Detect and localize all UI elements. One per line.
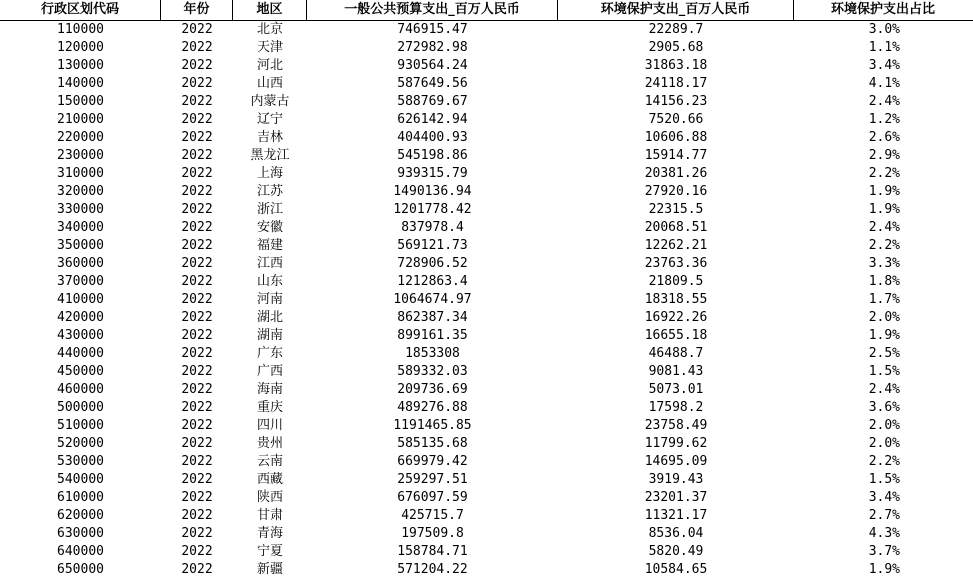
header-budget[interactable]: 一般公共预算支出_百万人民币 — [307, 0, 558, 20]
header-region[interactable]: 地区 — [233, 0, 307, 20]
cell-year[interactable]: 2022 — [181, 526, 213, 541]
cell-env[interactable]: 15914.77 — [644, 148, 708, 163]
cell-year[interactable]: 2022 — [181, 58, 213, 73]
cell-year[interactable]: 2022 — [181, 382, 213, 397]
cell-region[interactable]: 甘肃 — [256, 508, 283, 523]
header-year[interactable]: 年份 — [161, 0, 233, 20]
table-row — [0, 543, 973, 561]
cell-budget[interactable]: 585135.68 — [397, 436, 468, 451]
cell-budget[interactable]: 158784.71 — [397, 544, 468, 559]
cell-budget[interactable]: 425715.7 — [401, 508, 464, 523]
cell-region[interactable]: 黑龙江 — [250, 148, 290, 163]
cell-ratio[interactable]: 2.0% — [868, 436, 900, 451]
cell-ratio[interactable]: 2.7% — [868, 508, 900, 523]
cell-code[interactable]: 460000 — [57, 382, 104, 397]
cell-env[interactable]: 21809.5 — [648, 274, 704, 289]
table-row — [0, 165, 973, 183]
cell-env[interactable]: 5073.01 — [648, 382, 704, 397]
cell-env[interactable]: 16655.18 — [644, 328, 708, 343]
cell-region[interactable]: 青海 — [256, 526, 283, 541]
cell-env[interactable]: 17598.2 — [648, 400, 704, 415]
cell-budget[interactable]: 626142.94 — [397, 112, 468, 127]
cell-year[interactable]: 2022 — [181, 40, 213, 55]
cell-env[interactable]: 3919.43 — [648, 472, 704, 487]
cell-ratio[interactable]: 1.7% — [868, 292, 900, 307]
cell-env[interactable]: 2905.68 — [648, 40, 704, 55]
table-row — [0, 201, 973, 219]
cell-region[interactable]: 内蒙古 — [250, 94, 290, 109]
cell-ratio[interactable]: 1.5% — [868, 472, 900, 487]
table-row — [0, 21, 973, 39]
table-row — [0, 399, 973, 417]
cell-budget[interactable]: 588769.67 — [397, 94, 468, 109]
cell-year[interactable]: 2022 — [181, 418, 213, 433]
cell-env[interactable]: 18318.55 — [644, 292, 708, 307]
cell-region[interactable]: 贵州 — [256, 436, 283, 451]
cell-year[interactable]: 2022 — [181, 562, 213, 577]
cell-budget[interactable]: 1490136.94 — [393, 184, 472, 199]
cell-budget[interactable]: 746915.47 — [397, 22, 468, 37]
cell-year[interactable]: 2022 — [181, 76, 213, 91]
cell-budget[interactable]: 1064674.97 — [393, 292, 472, 307]
cell-region[interactable]: 辽宁 — [256, 112, 283, 127]
cell-region[interactable]: 天津 — [256, 40, 283, 55]
cell-code[interactable]: 330000 — [57, 202, 104, 217]
cell-year[interactable]: 2022 — [181, 328, 213, 343]
cell-budget[interactable]: 862387.34 — [397, 310, 468, 325]
cell-budget[interactable]: 489276.88 — [397, 400, 468, 415]
cell-region[interactable]: 上海 — [256, 166, 283, 181]
cell-region[interactable]: 西藏 — [256, 472, 283, 487]
cell-region[interactable]: 安徽 — [256, 220, 283, 235]
cell-ratio[interactable]: 2.4% — [868, 94, 900, 109]
cell-code[interactable]: 130000 — [57, 58, 104, 73]
cell-env[interactable]: 31863.18 — [644, 58, 708, 73]
cell-ratio[interactable]: 2.4% — [868, 382, 900, 397]
cell-budget[interactable]: 1853308 — [405, 346, 460, 361]
cell-region[interactable]: 吉林 — [256, 130, 283, 145]
cell-env[interactable]: 10606.88 — [644, 130, 708, 145]
table-row — [0, 363, 973, 381]
cell-region[interactable]: 山西 — [256, 76, 283, 91]
cell-year[interactable]: 2022 — [181, 472, 213, 487]
cell-code[interactable]: 540000 — [57, 472, 104, 487]
cell-ratio[interactable]: 3.6% — [868, 400, 900, 415]
table-row — [0, 255, 973, 273]
cell-budget[interactable]: 1201778.42 — [393, 202, 472, 217]
cell-code[interactable]: 520000 — [57, 436, 104, 451]
cell-ratio[interactable]: 1.1% — [868, 40, 900, 55]
cell-budget[interactable]: 1191465.85 — [393, 418, 472, 433]
cell-ratio[interactable]: 1.9% — [868, 328, 900, 343]
cell-ratio[interactable]: 1.8% — [868, 274, 900, 289]
cell-ratio[interactable]: 1.2% — [868, 112, 900, 127]
cell-ratio[interactable]: 1.9% — [868, 184, 900, 199]
table-row — [0, 273, 973, 291]
cell-region[interactable]: 云南 — [256, 454, 283, 469]
cell-ratio[interactable]: 2.2% — [868, 166, 900, 181]
cell-env[interactable]: 23763.36 — [644, 256, 708, 271]
table-row — [0, 237, 973, 255]
cell-ratio[interactable]: 2.6% — [868, 130, 900, 145]
cell-year[interactable]: 2022 — [181, 256, 213, 271]
cell-year[interactable]: 2022 — [181, 310, 213, 325]
cell-budget[interactable]: 669979.42 — [397, 454, 468, 469]
cell-region[interactable]: 新疆 — [256, 562, 283, 577]
cell-code[interactable]: 360000 — [57, 256, 104, 271]
table-row — [0, 291, 973, 309]
cell-ratio[interactable]: 2.0% — [868, 418, 900, 433]
cell-ratio[interactable]: 1.9% — [868, 562, 900, 577]
cell-code[interactable]: 340000 — [57, 220, 104, 235]
cell-ratio[interactable]: 4.3% — [868, 526, 900, 541]
cell-region[interactable]: 河北 — [256, 58, 283, 73]
table-row — [0, 111, 973, 129]
cell-budget[interactable]: 259297.51 — [397, 472, 468, 487]
cell-region[interactable]: 福建 — [256, 238, 283, 253]
cell-year[interactable]: 2022 — [181, 166, 213, 181]
cell-year[interactable]: 2022 — [181, 148, 213, 163]
cell-ratio[interactable]: 3.3% — [868, 256, 900, 271]
cell-env[interactable]: 11321.17 — [644, 508, 708, 523]
cell-code[interactable]: 610000 — [57, 490, 104, 505]
cell-year[interactable]: 2022 — [181, 508, 213, 523]
cell-code[interactable]: 620000 — [57, 508, 104, 523]
cell-year[interactable]: 2022 — [181, 94, 213, 109]
cell-code[interactable]: 430000 — [57, 328, 104, 343]
cell-year[interactable]: 2022 — [181, 274, 213, 289]
cell-env[interactable]: 20068.51 — [644, 220, 708, 235]
cell-year[interactable]: 2022 — [181, 184, 213, 199]
cell-year[interactable]: 2022 — [181, 436, 213, 451]
table-row — [0, 453, 973, 471]
cell-region[interactable]: 广东 — [256, 346, 283, 361]
cell-ratio[interactable]: 1.5% — [868, 364, 900, 379]
cell-code[interactable]: 350000 — [57, 238, 104, 253]
cell-region[interactable]: 北京 — [256, 22, 283, 37]
table-row — [0, 75, 973, 93]
cell-budget[interactable]: 197509.8 — [401, 526, 464, 541]
cell-region[interactable]: 重庆 — [256, 400, 283, 415]
cell-region[interactable]: 四川 — [256, 418, 283, 433]
cell-code[interactable]: 640000 — [57, 544, 104, 559]
cell-env[interactable]: 46488.7 — [648, 346, 704, 361]
cell-ratio[interactable]: 1.9% — [868, 202, 900, 217]
cell-code[interactable]: 630000 — [57, 526, 104, 541]
cell-env[interactable]: 23758.49 — [644, 418, 708, 433]
cell-code[interactable]: 220000 — [57, 130, 104, 145]
cell-region[interactable]: 山东 — [256, 274, 283, 289]
cell-env[interactable]: 8536.04 — [648, 526, 704, 541]
cell-code[interactable]: 150000 — [57, 94, 104, 109]
cell-code[interactable]: 210000 — [57, 112, 104, 127]
table-row — [0, 381, 973, 399]
cell-env[interactable]: 16922.26 — [644, 310, 708, 325]
cell-budget[interactable]: 569121.73 — [397, 238, 468, 253]
table-row — [0, 219, 973, 237]
cell-region[interactable]: 广西 — [256, 364, 283, 379]
cell-env[interactable]: 24118.17 — [644, 76, 708, 91]
cell-code[interactable]: 650000 — [57, 562, 104, 577]
cell-env[interactable]: 22315.5 — [648, 202, 704, 217]
table-header-row — [0, 0, 973, 21]
cell-ratio[interactable]: 3.0% — [868, 22, 900, 37]
table-row — [0, 327, 973, 345]
cell-budget[interactable]: 899161.35 — [397, 328, 468, 343]
cell-region[interactable]: 湖南 — [256, 328, 283, 343]
cell-year[interactable]: 2022 — [181, 22, 213, 37]
cell-ratio[interactable]: 2.2% — [868, 238, 900, 253]
cell-year[interactable]: 2022 — [181, 346, 213, 361]
table-row — [0, 147, 973, 165]
cell-budget[interactable]: 1212863.4 — [397, 274, 468, 289]
cell-env[interactable]: 23201.37 — [644, 490, 708, 505]
cell-year[interactable]: 2022 — [181, 130, 213, 145]
cell-year[interactable]: 2022 — [181, 364, 213, 379]
table-row — [0, 435, 973, 453]
table-row — [0, 309, 973, 327]
cell-code[interactable]: 450000 — [57, 364, 104, 379]
table-row — [0, 39, 973, 57]
cell-env[interactable]: 14156.23 — [644, 94, 708, 109]
cell-budget[interactable]: 209736.69 — [397, 382, 468, 397]
cell-region[interactable]: 海南 — [256, 382, 283, 397]
cell-budget[interactable]: 571204.22 — [397, 562, 468, 577]
cell-code[interactable]: 370000 — [57, 274, 104, 289]
cell-ratio[interactable]: 3.4% — [868, 490, 900, 505]
cell-env[interactable]: 20381.26 — [644, 166, 708, 181]
cell-ratio[interactable]: 4.1% — [868, 76, 900, 91]
cell-code[interactable]: 500000 — [57, 400, 104, 415]
table-row — [0, 183, 973, 201]
table-row — [0, 129, 973, 147]
table-row — [0, 57, 973, 75]
cell-budget[interactable]: 939315.79 — [397, 166, 468, 181]
cell-year[interactable]: 2022 — [181, 454, 213, 469]
cell-code[interactable]: 420000 — [57, 310, 104, 325]
cell-env[interactable]: 10584.65 — [644, 562, 708, 577]
cell-code[interactable]: 440000 — [57, 346, 104, 361]
cell-code[interactable]: 140000 — [57, 76, 104, 91]
cell-budget[interactable]: 930564.24 — [397, 58, 468, 73]
cell-budget[interactable]: 589332.03 — [397, 364, 468, 379]
cell-budget[interactable]: 272982.98 — [397, 40, 468, 55]
cell-env[interactable]: 7520.66 — [648, 112, 704, 127]
cell-env[interactable]: 5820.49 — [648, 544, 704, 559]
cell-region[interactable]: 江苏 — [256, 184, 283, 199]
cell-year[interactable]: 2022 — [181, 292, 213, 307]
table-row — [0, 345, 973, 363]
cell-ratio[interactable]: 2.2% — [868, 454, 900, 469]
cell-year[interactable]: 2022 — [181, 112, 213, 127]
cell-year[interactable]: 2022 — [181, 238, 213, 253]
cell-ratio[interactable]: 3.4% — [868, 58, 900, 73]
cell-ratio[interactable]: 2.0% — [868, 310, 900, 325]
cell-env[interactable]: 27920.16 — [644, 184, 708, 199]
cell-region[interactable]: 宁夏 — [256, 544, 283, 559]
cell-year[interactable]: 2022 — [181, 544, 213, 559]
table-row — [0, 489, 973, 507]
cell-region[interactable]: 浙江 — [256, 202, 283, 217]
cell-code[interactable]: 110000 — [57, 22, 104, 37]
cell-budget[interactable]: 676097.59 — [397, 490, 468, 505]
cell-ratio[interactable]: 2.4% — [868, 220, 900, 235]
cell-year[interactable]: 2022 — [181, 202, 213, 217]
cell-code[interactable]: 320000 — [57, 184, 104, 199]
table-row — [0, 525, 973, 543]
cell-env[interactable]: 22289.7 — [648, 22, 704, 37]
cell-code[interactable]: 410000 — [57, 292, 104, 307]
table-row — [0, 561, 973, 578]
table-row — [0, 93, 973, 111]
cell-region[interactable]: 湖北 — [256, 310, 283, 325]
cell-env[interactable]: 12262.21 — [644, 238, 708, 253]
cell-code[interactable]: 510000 — [57, 418, 104, 433]
header-ratio[interactable]: 环境保护支出占比 — [830, 2, 935, 17]
cell-region[interactable]: 江西 — [256, 256, 283, 271]
table-row — [0, 417, 973, 435]
cell-year[interactable]: 2022 — [181, 220, 213, 235]
cell-region[interactable]: 河南 — [256, 292, 283, 307]
cell-ratio[interactable]: 2.9% — [868, 148, 900, 163]
cell-budget[interactable]: 837978.4 — [401, 220, 464, 235]
cell-year[interactable]: 2022 — [181, 400, 213, 415]
cell-code[interactable]: 310000 — [57, 166, 104, 181]
table-row — [0, 471, 973, 489]
cell-ratio[interactable]: 2.5% — [868, 346, 900, 361]
cell-budget[interactable]: 587649.56 — [397, 76, 468, 91]
cell-env[interactable]: 11799.62 — [644, 436, 708, 451]
cell-env[interactable]: 9081.43 — [648, 364, 704, 379]
cell-ratio[interactable]: 3.7% — [868, 544, 900, 559]
cell-budget[interactable]: 728906.52 — [397, 256, 468, 271]
cell-code[interactable]: 120000 — [57, 40, 104, 55]
table-row — [0, 507, 973, 525]
cell-code[interactable]: 530000 — [57, 454, 104, 469]
cell-budget[interactable]: 404400.93 — [397, 130, 468, 145]
cell-year[interactable]: 2022 — [181, 490, 213, 505]
cell-code[interactable]: 230000 — [57, 148, 104, 163]
header-code[interactable]: 行政区划代码 — [0, 0, 161, 20]
cell-region[interactable]: 陕西 — [256, 490, 283, 505]
cell-budget[interactable]: 545198.86 — [397, 148, 468, 163]
table-body — [0, 21, 973, 578]
cell-env[interactable]: 14695.09 — [644, 454, 708, 469]
header-env[interactable]: 环境保护支出_百万人民币 — [558, 0, 794, 20]
